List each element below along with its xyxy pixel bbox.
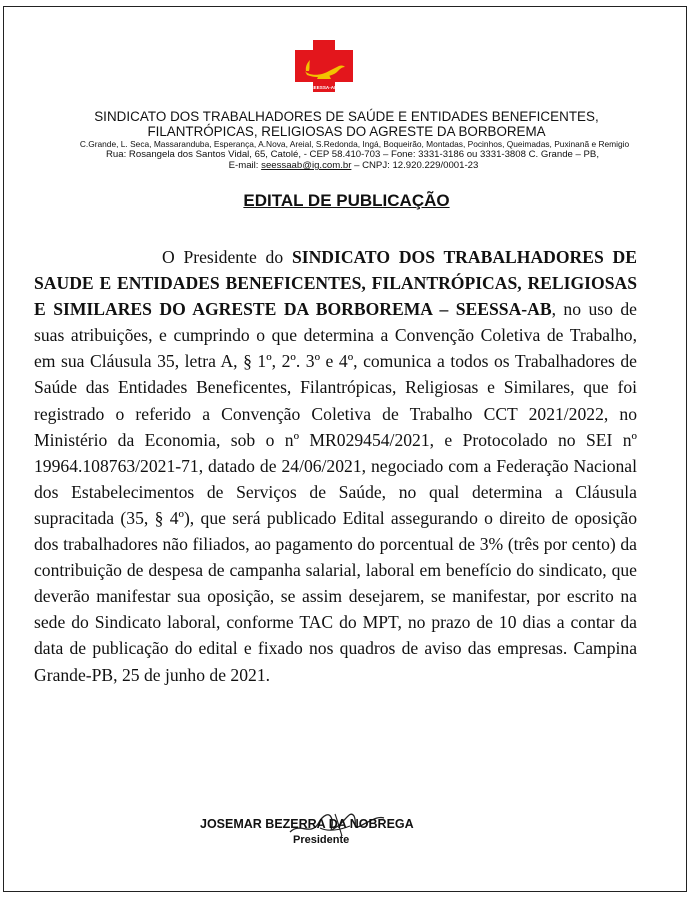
union-logo [293,38,355,94]
body-intro: O Presidente do [162,247,292,267]
signatory-name: JOSEMAR BEZERRA DA NOBREGA [200,817,414,831]
logo-text: SEESSA-AB [310,85,338,90]
cnpj-text: – CNPJ: 12.920.229/0001-23 [351,160,479,171]
email-link[interactable]: seessaab@ig.com.br [261,160,352,171]
email-label: E-mail: [228,160,262,171]
oil-lamp-on-cross-icon [293,38,355,94]
body-paragraph: , no uso de suas atribuições, e cumprindo o que determina a Convenção Coletiva de Trabalho, em sua Cláusula 35, letra A, § 1º, 2º. 3º e 4º, comunica a todos os Trabalhadores de Saúde das Entidades Beneficentes, Filantrópicas, Religiosas e Similares, que foi registrado o referido a Convenção Coletiva de Trabalho CCT 2021/2022, no Ministério da Economia, sob o nº MR029454/2021, e Protocolado no SEI nº 19964.108763/2021-71, datado de 24/06/2021, negociado com a Federação Nacional dos Estabelecimentos de Serviços de Saúde, no qual determina a Cláusula supracitada (35, § 4º), que será publicado Edital assegurando o direito de oposição dos trabalhadores não filiados, ao pagamento do porcentual de 3% (três por cento) da contribuição de despesa de campanha salarial, laboral em benefício do sindicato, que deverão manifestar sua oposição, se assim desejarem, se manifestar, por escrito na sede do Sindicato laboral, conforme TAC do MPT, no prazo de 10 dias a contar da data de publicação do edital e fixado nos quadros de aviso das empresas. Campina Grande-PB, 25 de junho de 2021. [34,299,637,685]
header-line-2: FILANTRÓPICAS, RELIGIOSAS DO AGRESTE DA BORBOREMA [147,124,546,139]
header-cities: C.Grande, L. Seca, Massaranduba, Esperança, A.Nova, Areial, S.Redonda, Ingá, Boqueirão, Montadas, Pocinhos, Queimadas, Puxinanã e Remigio [79,139,630,149]
header-line-1: SINDICATO DOS TRABALHADORES DE SAÚDE E ENTIDADES BENEFICENTES, [94,109,599,124]
signature-block [200,802,500,862]
header-contact [0,160,693,171]
union-name-bold: SINDICATO DOS TRABALHADORES DE SAUDE E ENTIDADES BENEFICENTES, FILANTRÓPICAS, RELIGIOSAS E SIMILARES DO AGRESTE DA BORBOREMA – SEESSA-AB [34,247,637,320]
signatory-role: Presidente [293,834,350,846]
document-body [34,244,637,688]
document-title: EDITAL DE PUBLICAÇÃO [243,191,450,210]
header-address: Rua: Rosangela dos Santos Vidal, 65, Catolé, - CEP 58.410-703 – Fone: 3331-3186 ou 3331-3808 C. Grande – PB, [106,149,599,160]
